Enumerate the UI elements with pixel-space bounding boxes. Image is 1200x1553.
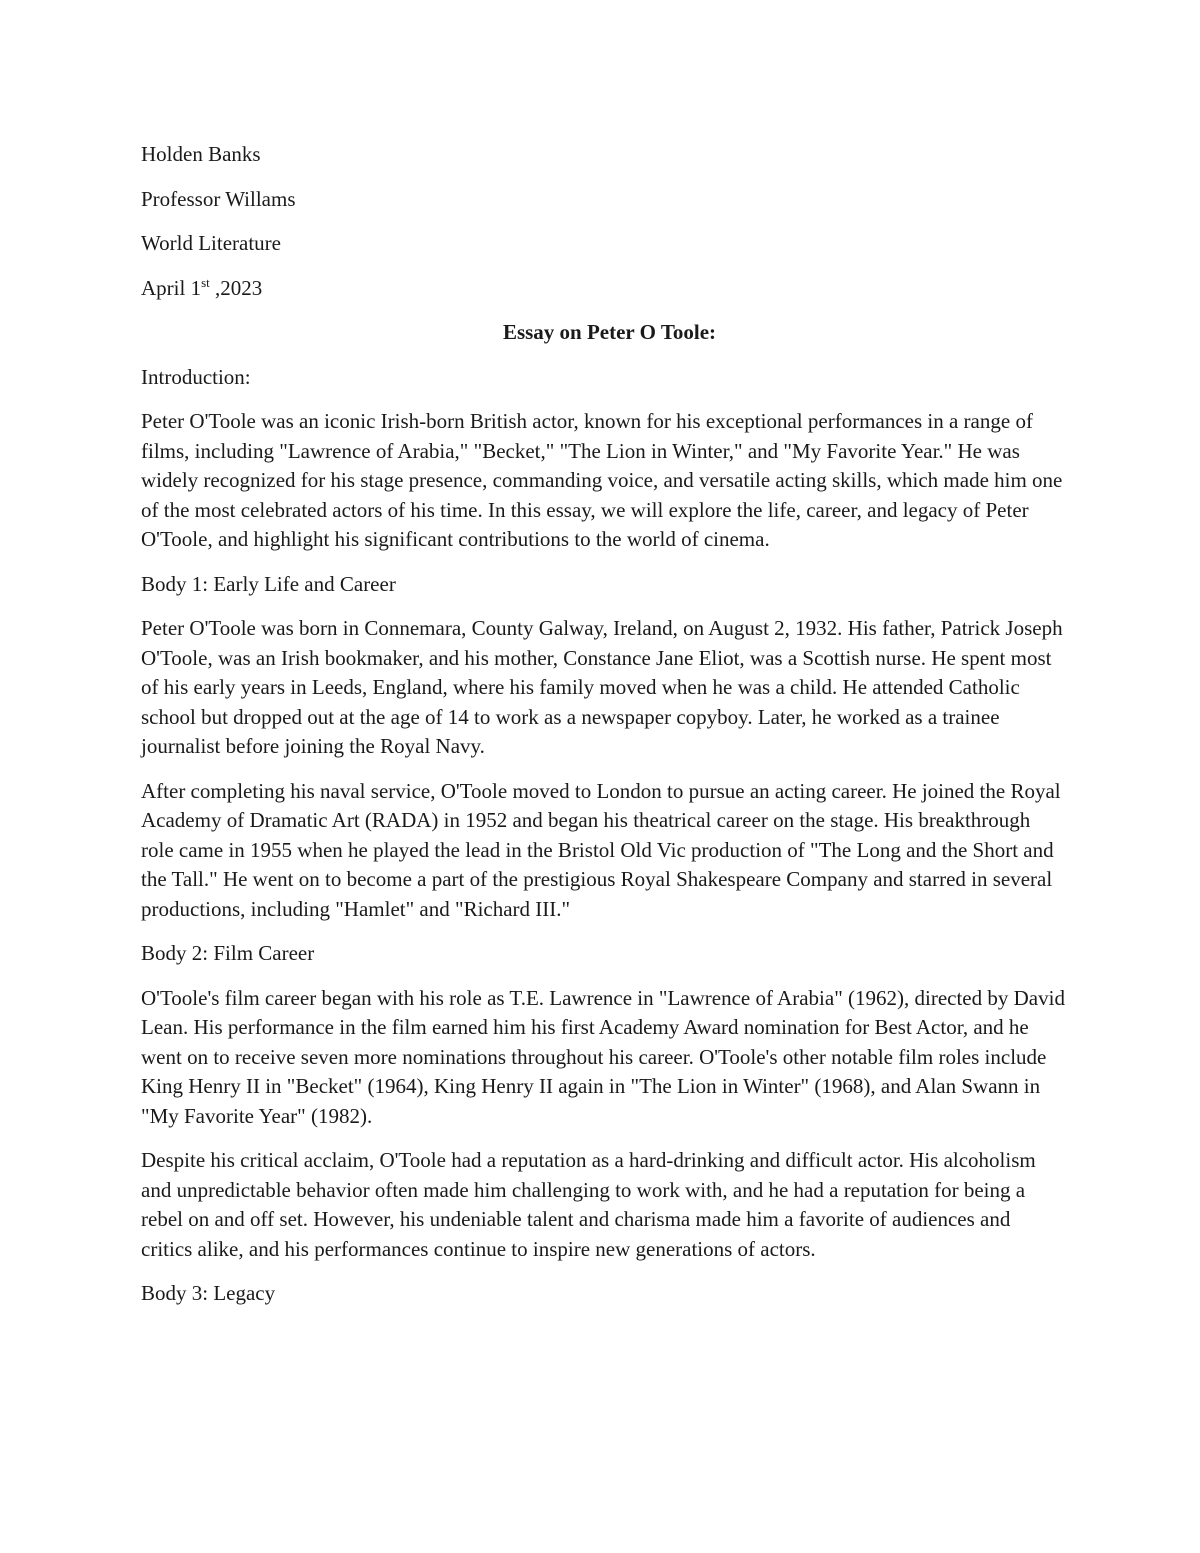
introduction-paragraph: Peter O'Toole was an iconic Irish-born British actor, known for his exceptional performances in a range of films, including "Lawrence of Arabia," "Becket," "The Lion in Winter," and "My Favorite Year." He was widely recognized for his stage presence, commanding voice, and versatile acting skills, which made him one of the most celebrated actors of his time. In this essay, we will explore the life, career, and legacy of Peter O'Toole, and highlight his significant contributions to the world of cinema. <box>141 409 1063 551</box>
essay-title: Essay on Peter O Toole: <box>502 320 717 344</box>
date-year: ,2023 <box>209 275 263 300</box>
introduction-heading: Introduction: <box>141 364 251 389</box>
author-name: Holden Banks <box>141 142 261 166</box>
body2-heading: Body 2: Film Career <box>141 941 315 965</box>
professor-name: Professor Willams <box>141 186 296 211</box>
body1-heading: Body 1: Early Life and Career <box>141 571 396 596</box>
body2-paragraph-1: O'Toole's film career began with his role as T.E. Lawrence in "Lawrence of Arabia" (1962), directed by David Lean. His performance in the film earned him his first Academy Award nomination for Best Actor, and he went on to receive seven more nominations throughout his career. O'Toole's other notable film roles include King Henry II in "Becket" (1964), King Henry II again in "The Lion in Winter" (1968), and Alan Swann in "My Favorite Year" (1982). <box>141 985 1065 1128</box>
date-month-day: April 1 <box>141 275 202 300</box>
body3-heading: Body 3: Legacy <box>141 1281 276 1305</box>
body1-paragraph-2: After completing his naval service, O'Toole moved to London to pursue an acting career. He joined the Royal Academy of Dramatic Art (RADA) in 1952 and began his theatrical career on the stage. His breakthrough role came in 1955 when he played the lead in the Bristol Old Vic production of "The Long and the Short and the Tall." He went on to become a part of the prestigious Royal Shakespeare Company and starred in several productions, including "Hamlet" and "Richard III." <box>141 778 1061 921</box>
document-page <box>141 140 1066 1324</box>
body1-paragraph-1: Peter O'Toole was born in Connemara, County Galway, Ireland, on August 2, 1932. His father, Patrick Joseph O'Toole, was an Irish bookmaker, and his mother, Constance Jane Eliot, was a Scottish nurse. He spent most of his early years in Leeds, England, where his family moved when he was a child. He attended Catholic school but dropped out at the age of 14 to work as a newspaper copyboy. Later, he worked as a trainee journalist before joining the Royal Navy. <box>141 616 1063 758</box>
course-name: World Literature <box>141 231 281 255</box>
body2-paragraph-2: Despite his critical acclaim, O'Toole had a reputation as a hard-drinking and difficult actor. His alcoholism and unpredictable behavior often made him challenging to work with, and he had a reputation for being a rebel on and off set. However, his undeniable talent and charisma made him a favorite of audiences and critics alike, and his performances continue to inspire new generations of actors. <box>141 1148 1036 1261</box>
essay-date <box>141 274 1066 304</box>
date-suffix: st <box>201 274 210 290</box>
